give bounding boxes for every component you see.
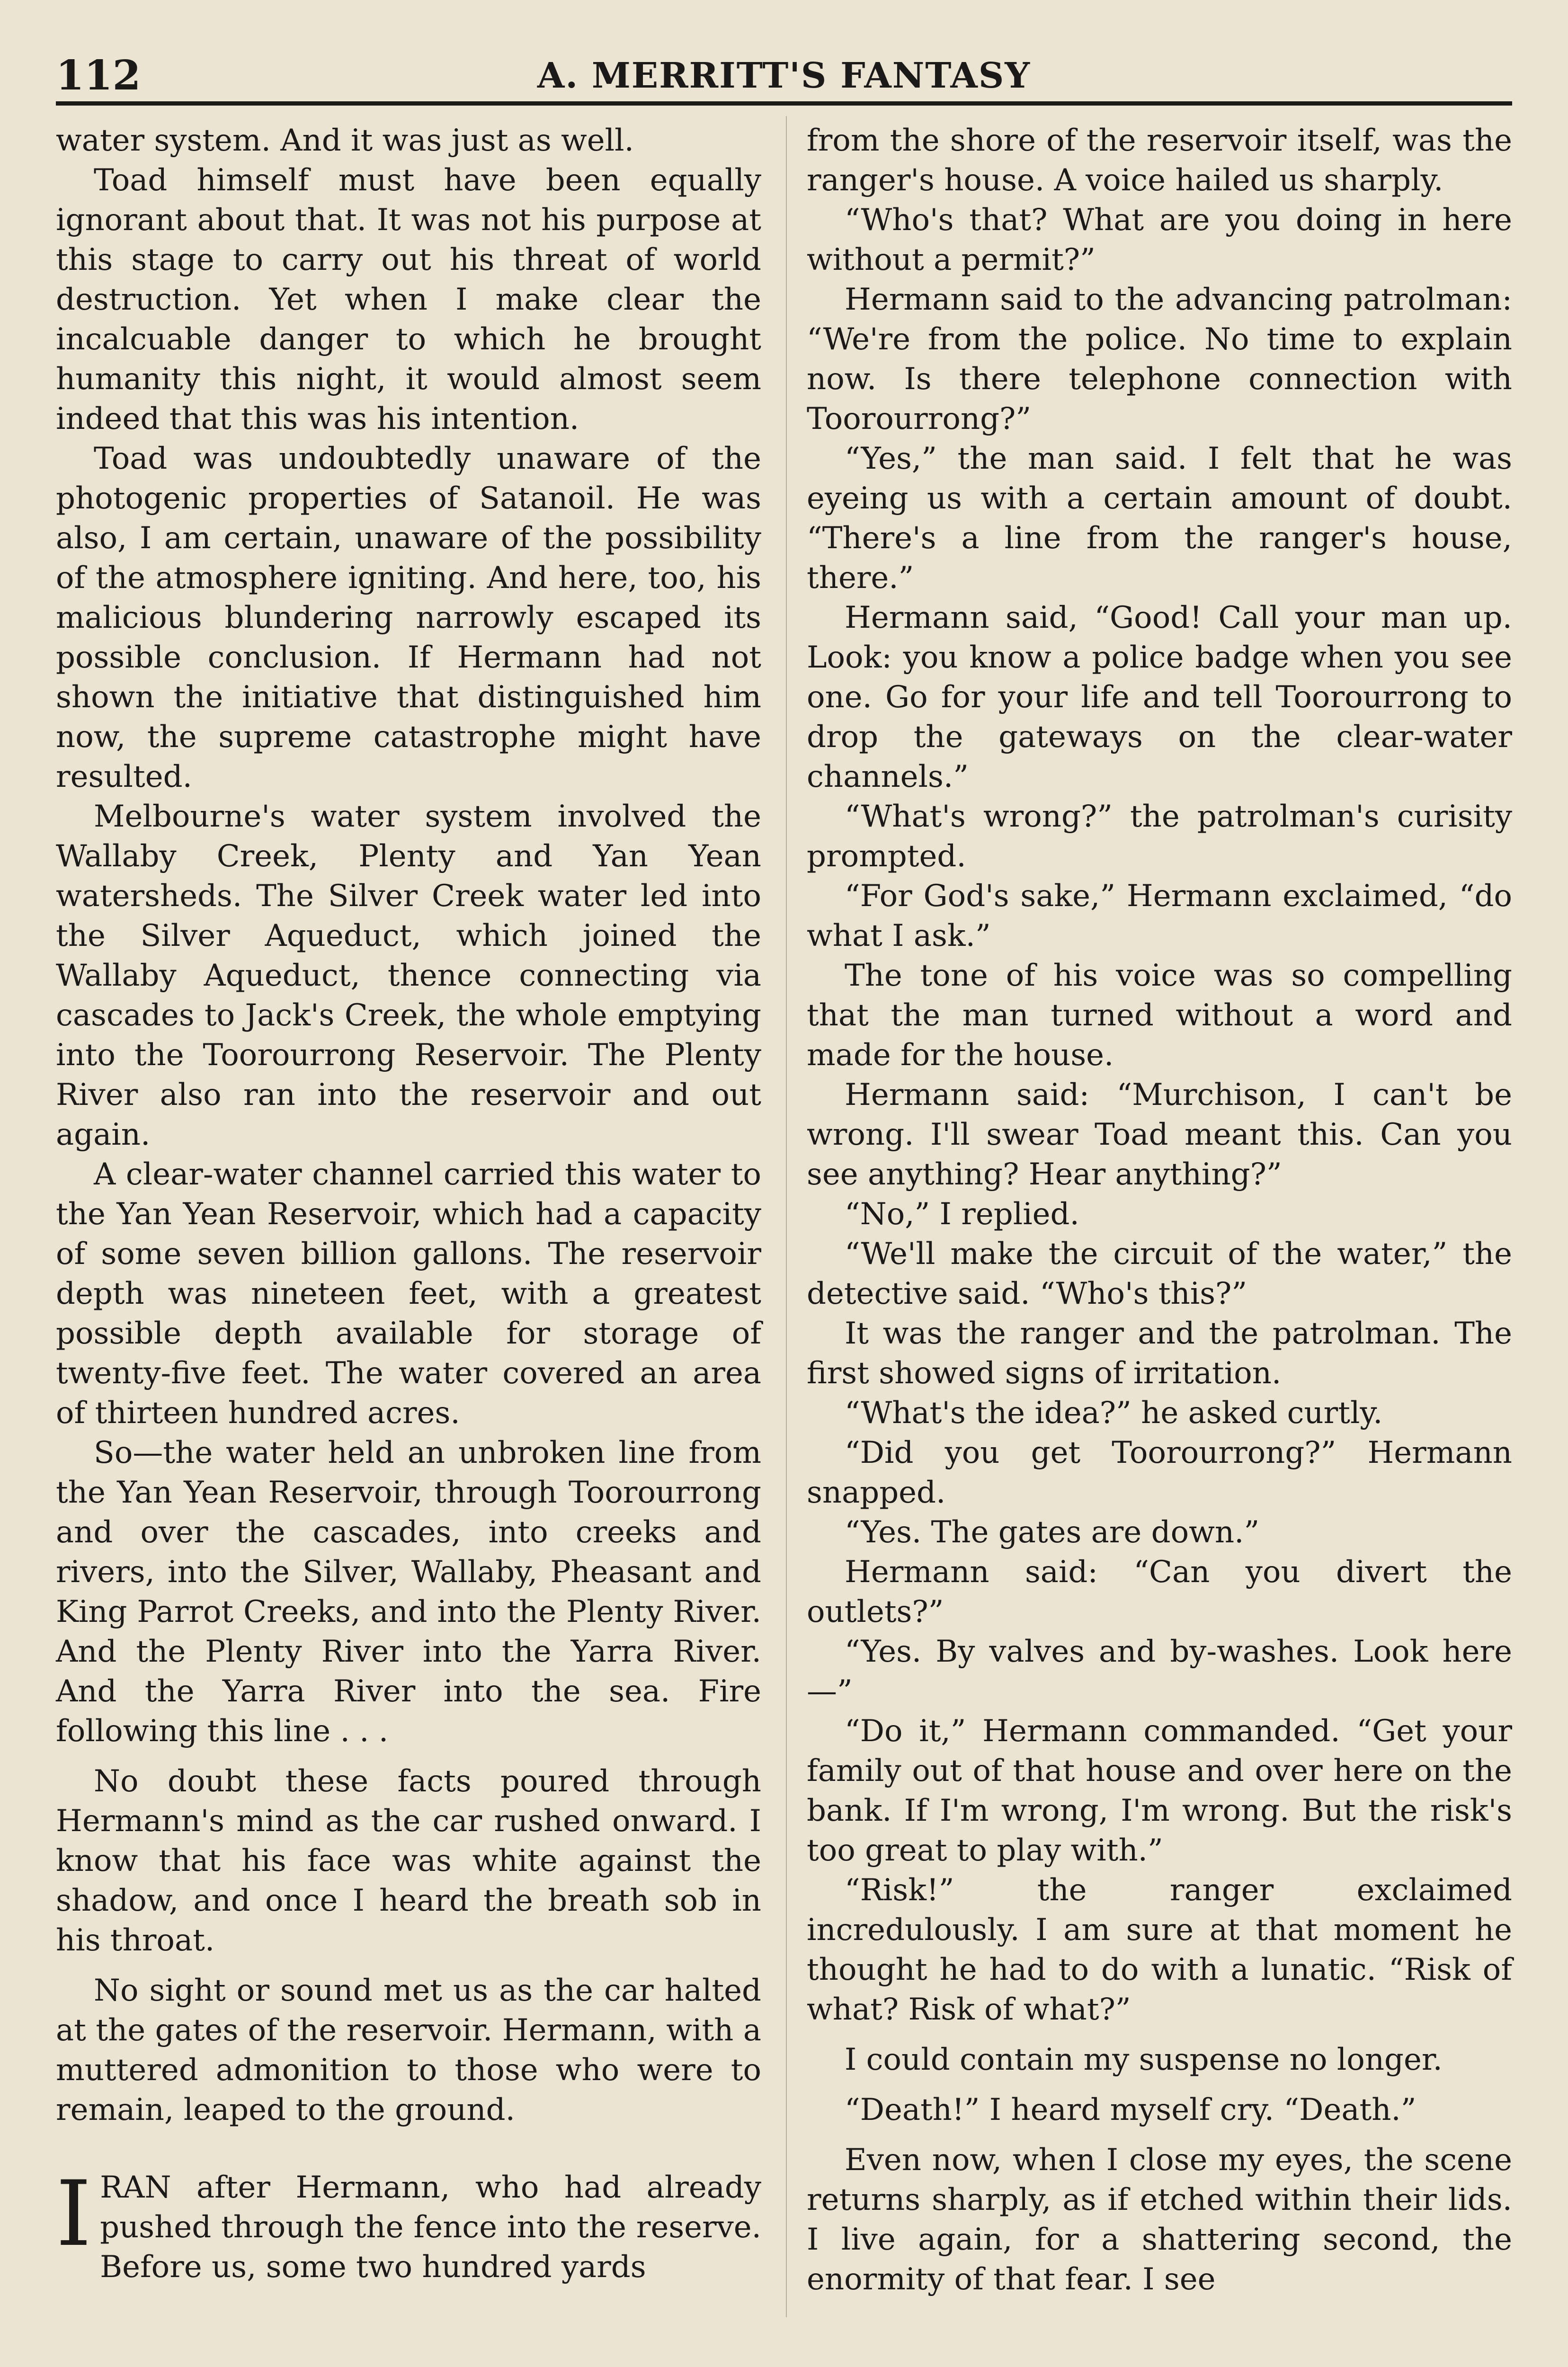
- paragraph: Hermann said: “Murchison, I can't be wrong. I'll swear Toad meant this. Can you see anything? Hear anything?”: [807, 1077, 1512, 1192]
- dropcap-paragraph: [56, 2162, 761, 2287]
- dropcap-text: RAN after Hermann, who had already pushed through the fence into the reserve. Before us, some two hundred yards: [100, 2170, 761, 2285]
- paragraph: Melbourne's water system involved the Wallaby Creek, Plenty and Yan Yean watersheds. The Silver Creek water led into the Silver Aqueduct, which joined the Wallaby Aqueduct, thence connecting via cascades to Jack's Creek, the whole emptying into the Toorourrong Reservoir. The Plenty River also ran into the reservoir and out again.: [56, 799, 761, 1152]
- paragraph: “Yes,” the man said. I felt that he was eyeing us with a certain amount of doubt. “There's a line from the ranger's house, there.”: [807, 441, 1512, 596]
- paragraph: from the shore of the reservoir itself, was the ranger's house. A voice hailed us sharply.: [807, 123, 1512, 198]
- paragraph: Hermann said to the advancing patrolman: “We're from the police. No time to explain now. Is there telephone connection with Toorourrong?”: [807, 282, 1512, 436]
- paragraph: Toad was undoubtedly unaware of the photogenic properties of Satanoil. He was also, I am certain, unaware of the possibility of the atmosphere igniting. And here, too, his malicious blundering narrowly escaped its possible conclusion. If Hermann had not shown the initiative that distinguished him now, the supreme catastrophe might have resulted.: [56, 441, 761, 794]
- paragraph: “We'll make the circuit of the water,” the detective said. “Who's this?”: [807, 1237, 1512, 1311]
- paragraph: Hermann said: “Can you divert the outlets?”: [807, 1555, 1512, 1629]
- paragraph: It was the ranger and the patrolman. The first showed signs of irritation.: [807, 1316, 1512, 1391]
- paragraph: “What's the idea?” he asked curtly.: [845, 1396, 1383, 1431]
- left-column: [56, 121, 761, 2287]
- paragraph: Toad himself must have been equally ignorant about that. It was not his purpose at this stage to carry out his threat of world destruction. Yet when I make clear the incalcuable danger to which he brought humanity this night, it would almost seem indeed that this was his intention.: [56, 163, 761, 436]
- running-title: A. MERRITT'S FANTASY: [537, 55, 1031, 96]
- paragraph: “Who's that? What are you doing in here without a permit?”: [807, 203, 1512, 277]
- page-header: [56, 43, 1512, 109]
- header-rule: [56, 101, 1512, 106]
- page-number: 112: [56, 52, 141, 99]
- paragraph: No sight or sound met us as the car halted at the gates of the reservoir. Hermann, with a muttered admonition to those who were to remain, leaped to the ground.: [56, 1973, 761, 2127]
- paragraph: “Do it,” Hermann commanded. “Get your family out of that house and over here on the bank. If I'm wrong, I'm wrong. But the risk's too great to play with.”: [807, 1714, 1512, 1868]
- paragraph: “Death!” I heard myself cry. “Death.”: [845, 2092, 1417, 2127]
- paragraph: “Yes. The gates are down.”: [845, 1515, 1260, 1550]
- paragraph: A clear-water channel carried this water to the Yan Yean Reservoir, which had a capacity of some seven billion gallons. The reservoir depth was nineteen feet, with a greatest possible depth available for storage of twenty-five feet. The water covered an area of thirteen hundred acres.: [56, 1157, 761, 1431]
- paragraph: “Did you get Toorourrong?” Hermann snapped.: [807, 1435, 1512, 1510]
- paragraph: I could contain my suspense no longer.: [845, 2042, 1443, 2077]
- paragraph: Even now, when I close my eyes, the scene returns sharply, as if etched within their lids. I live again, for a shattering second, the enormity of that fear. I see: [807, 2143, 1512, 2297]
- paragraph: Hermann said, “Good! Call your man up. Look: you know a police badge when you see one. Go for your life and tell Toorourrong to drop the gateways on the clear-water channels.”: [807, 600, 1512, 794]
- right-column: [807, 121, 1512, 2299]
- paragraph: “No,” I replied.: [845, 1197, 1079, 1232]
- paragraph: No doubt these facts poured through Hermann's mind as the car rushed onward. I know that his face was white against the shadow, and once I heard the breath sob in his throat.: [56, 1764, 761, 1958]
- column-divider: [786, 116, 787, 2317]
- paragraph: “What's wrong?” the patrolman's curisity prompted.: [807, 799, 1512, 874]
- paragraph: water system. And it was just as well.: [56, 123, 634, 158]
- paragraph: “Risk!” the ranger exclaimed incredulously. I am sure at that moment he thought he had to do with a lunatic. “Risk of what? Risk of what?”: [807, 1873, 1512, 2027]
- paragraph: “Yes. By valves and by-washes. Look here—”: [807, 1634, 1512, 1709]
- dropcap-letter: I: [56, 2162, 92, 2266]
- paragraph: So—the water held an unbroken line from the Yan Yean Reservoir, through Toorourrong and over the cascades, into creeks and rivers, into the Silver, Wallaby, Pheasant and King Parrot Creeks, and into the Plenty River. And the Plenty River into the Yarra River. And the Yarra River into the sea. Fire following this line . . .: [56, 1435, 761, 1749]
- paragraph: The tone of his voice was so compelling that the man turned without a word and made for the house.: [807, 958, 1512, 1073]
- paragraph: “For God's sake,” Hermann exclaimed, “do what I ask.”: [807, 879, 1512, 953]
